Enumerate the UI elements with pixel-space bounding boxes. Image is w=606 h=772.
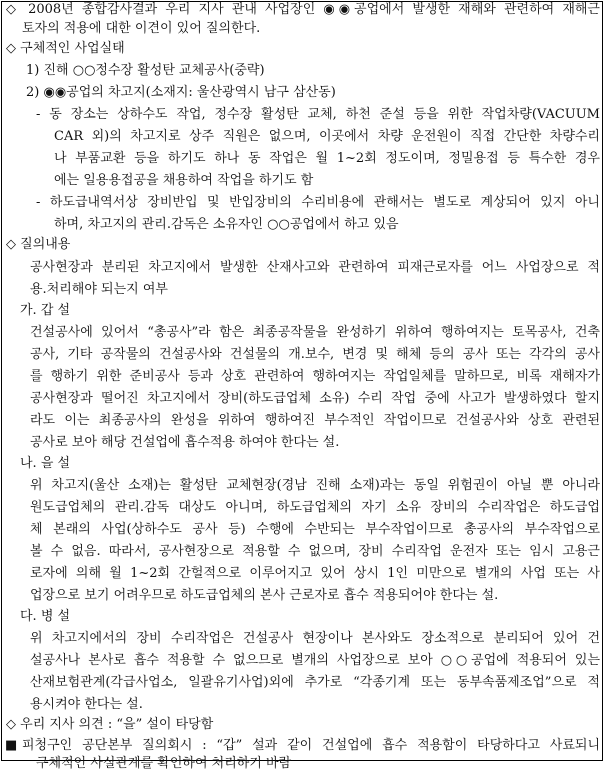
opinion-b-line: 볼 수 없음. 따라서, 공사현장으로 적용할 수 없으며, 장비 수리작업 운전자 또는 임시 고용근 bbox=[30, 544, 600, 559]
branch-opinion: ◇ 우리 지사 의견 : “을” 설이 타당함 bbox=[6, 717, 214, 732]
opinion-b-line: 원도급업체의 관리.감독 대상도 아니며, 하도급업체의 자기 소유 장비의 수리작업은 하도급업 bbox=[30, 500, 600, 515]
opinion-b-line: 체 본래의 사업(상하수도 공사 등) 수행에 수반되는 부수작업이므로 총공사의 부수작업으로 bbox=[30, 522, 600, 537]
practice-detail-line: 나 부품교환 등을 하기도 하나 동 작업은 월 1~2회 정도이며, 정밀용접 등 특수한 경우 bbox=[54, 151, 600, 166]
practice-detail-line: 에는 일용용접공을 채용하여 작업을 하기도 함 bbox=[54, 173, 314, 188]
square-bullet-icon: ■ bbox=[5, 738, 18, 753]
section-heading-practice: ◇ 구체적인 사업실태 bbox=[6, 41, 125, 56]
question-line: 용.처리해야 되는지 여부 bbox=[30, 282, 168, 297]
practice-detail-line: 하며, 차고지의 관리.감독은 소유자인 ○○공업에서 하고 있음 bbox=[54, 217, 399, 232]
opinion-a-line: 를 행하기 위한 준비공사 등과 상호 관련하여 행하여지는 작업일체를 말하므로, 비록 재해자가 bbox=[30, 369, 600, 384]
opinion-a-line: 공사, 기타 공작물의 건설공사와 건설물의 개.보수, 변경 및 해체 등의 공사 또는 각각의 공사 bbox=[30, 347, 600, 362]
intro-line-1: ◇ 2008년 종합감사결과 우리 지사 관내 사업장인 ◉◉공업에서 발생한 재해와 관련하여 재해근 bbox=[6, 2, 600, 17]
practice-detail-line: CAR 외)의 차고지로 상주 직원은 없으며, 이곳에서 차량 운전원이 직접 간단한 차량수리 bbox=[54, 129, 600, 144]
reply-line: 구체적인 사실관계를 확인하여 처리하기 바람 bbox=[36, 756, 292, 771]
opinion-a-line: 공사현장과 떨어진 차고지에서 장비(하도급업체 소유) 수리 작업 중에 사고가 발생하였다 할지 bbox=[30, 391, 600, 406]
opinion-c-line: 설공사나 본사로 흡수 적용할 수 없으므로 별개의 사업장으로 보아 ○○공업에 적용되어 있는 bbox=[30, 653, 600, 668]
section-heading-question: ◇ 질의내용 bbox=[6, 237, 71, 252]
opinion-b-line: 로자에 의해 월 1~2회 간헐적으로 이루어지고 있어 상시 1인 미만으로 별개의 사업 또는 사 bbox=[30, 566, 600, 581]
opinion-b-line: 위 차고지(울산 소재)는 활성탄 교체현장(경남 진해 소재)과는 동일 위험권이 아닐 뿐 아니라 bbox=[30, 478, 600, 493]
opinion-c-heading: 다. 병 설 bbox=[20, 609, 71, 624]
question-line: 공사현장과 분리된 차고지에서 발생한 산재사고와 관련하여 피재근로자를 어느 사업장으로 적 bbox=[30, 260, 600, 275]
reply-line: 피청구인 공단본부 질의회시 : “갑” 설과 같이 건설업에 흡수 적용함이 타당하다고 사료되니 bbox=[22, 738, 600, 753]
practice-detail-line: - 동 장소는 상하수도 작업, 정수장 활성탄 교체, 하천 준설 등을 위한 작업차량(VACUUM bbox=[36, 107, 600, 122]
opinion-c-line: 위 차고지에서의 장비 수리작업은 건설공사 현장이나 본사와도 장소적으로 분리되어 있어 건 bbox=[30, 631, 600, 646]
opinion-b-line: 업장으로 보기 어려우므로 하도급업체의 본사 근로자로 흡수 적용되어야 한다는 설. bbox=[30, 588, 499, 603]
opinion-a-line: 공사로 보아 해당 건설업에 흡수적용 하여야 한다는 설. bbox=[30, 435, 340, 450]
practice-detail-line: - 하도급내역서상 장비반입 및 반입장비의 수리비용에 관해서는 별도로 계상되어 있지 아니 bbox=[36, 195, 600, 210]
opinion-c-line: 용시켜야 한다는 설. bbox=[30, 697, 143, 712]
opinion-a-heading: 가. 갑 설 bbox=[20, 303, 71, 318]
opinion-a-line: 라도 이는 최종공사의 완성을 위하여 행하여진 부수적인 작업이므로 건설공사와 상호 관련된 bbox=[30, 413, 600, 428]
practice-item-2: 2) ◉◉공업의 차고지(소재지: 울산광역시 남구 삼산동) bbox=[26, 85, 336, 100]
opinion-b-heading: 나. 을 설 bbox=[20, 456, 71, 471]
opinion-a-line: 건설공사에 있어서 “총공사”라 함은 최종공작물을 완성하기 위하여 행하여지는 토목공사, 건축 bbox=[30, 325, 600, 340]
intro-line-2: 토자의 적용에 대한 이견이 있어 질의한다. bbox=[22, 21, 261, 36]
practice-item-1: 1) 진해 ○○정수장 활성탄 교체공사(중략) bbox=[26, 63, 265, 78]
opinion-c-line: 산재보험관계(각급사업소, 일괄유기사업)외에 추가로 “각종기계 또는 동부속품제조업”으로 적 bbox=[30, 675, 600, 690]
